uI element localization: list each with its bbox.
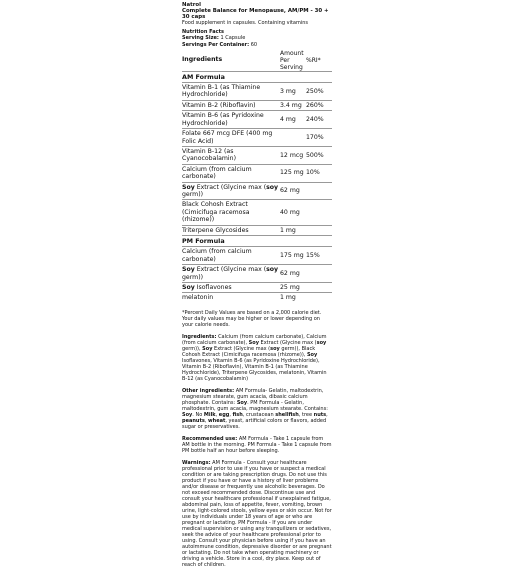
nutrient-amount: 62 mg [280,182,306,200]
nutrient-name: Folate 667 mcg DFE (400 mg Folic Acid) [182,129,280,147]
nutrient-dv: 170% [306,129,332,147]
nutrient-row [182,100,332,110]
recommended-use-block: Recommended use: AM Formula - Take 1 capsule from AM bottle in the morning. PM Formula - Take 1 capsule from PM bottle half an hour before sleeping. [182,435,332,454]
nutrient-name: Triterpene Glycosides [182,225,280,235]
nutrient-amount: 62 mg [280,265,306,283]
nutrient-name: Calcium (from calcium carbonate) [182,247,280,265]
product-description: Food supplement in capsules. Containing vitamins [182,20,309,27]
label-column [182,2,332,568]
nutrient-name: Soy Extract (Glycine max (soy germ)) [182,183,279,198]
nutrient-amount: 3.4 mg [280,100,306,110]
nutrient-amount: 12 mcg [280,146,306,164]
nutrient-amount: 1 mg [280,225,306,235]
col-amount: Amount Per Serving [280,49,304,71]
other-ingredients-block: Other ingredients: AM Formula- Gelatin, maltodextrin, magnesium stearate, gum acacia, dibasic calcium phosphate. Contains: Soy. PM Formula - Gelatin, maltodextrin, gum acacia, magnesium stearate. Contains: Soy. No Milk, egg, fish, crustacean shellfish, tree nuts, peanuts, wheat, yeast, artificial colors or flavors, added sugar or preservatives. [182,387,328,430]
nutrient-row [182,182,332,200]
nutrient-row [182,164,332,182]
serving-size: Serving Size: 1 Capsule [182,35,246,42]
footnote: *Percent Daily Values are based on a 2,000 calorie diet. Your daily values may be higher or lower depending on your calorie needs. [182,309,322,328]
nutrient-amount: 125 mg [280,164,306,182]
nutrient-dv: 15% [306,247,332,265]
nutrient-name: Soy Isoflavones [182,283,280,293]
nutrient-amount: 175 mg [280,247,306,265]
nutrient-row [182,293,332,303]
nutrient-row [182,247,332,265]
nutrient-dv [306,182,332,200]
nutrient-amount: 40 mg [280,200,306,225]
nutrient-row [182,129,332,147]
nutrient-name: Vitamin B-6 (as Pyridoxine Hydrochloride) [182,111,280,129]
nutrient-dv: 260% [306,100,332,110]
nutrient-name: Vitamin B-2 (Riboflavin) [182,100,280,110]
nutrient-amount: 3 mg [280,83,306,101]
product-title: Complete Balance for Menopause, AM/PM - 30 + 30 caps [182,8,329,21]
nutrient-row [182,83,332,101]
nutrient-dv: 500% [306,146,332,164]
nutrient-name: Calcium (from calcium carbonate) [182,164,280,182]
nutrition-rows [182,71,332,303]
nutrient-name: Black Cohosh Extract (Cimicifuga racemosa (rhizome)) [182,200,280,225]
nutrient-row [182,111,332,129]
nutrient-amount: 25 mg [280,283,306,293]
nutrient-name: Vitamin B-12 (as Cyanocobalamin) [182,146,280,164]
nutrient-dv [306,200,332,225]
nutrient-dv: 250% [306,83,332,101]
brand-name: Natrol [182,2,201,8]
nutrient-amount: 4 mg [280,111,306,129]
nutrient-amount: 1 mg [280,293,306,303]
nutrient-name: melatonin [182,293,280,303]
nutrient-row [182,200,332,225]
section-heading [182,71,332,82]
nutrient-dv: 10% [306,164,332,182]
nutrient-name: Soy Extract (Glycine max (soy germ)) [182,266,279,281]
nutrient-dv [306,283,332,293]
col-ingredients: Ingredients [182,56,223,64]
section-heading [182,235,332,246]
nutrient-amount [280,129,306,147]
nutrition-facts-title: Nutrition Facts [182,29,224,36]
nutrient-dv [306,225,332,235]
nutrient-dv [306,293,332,303]
warnings-block: Warnings: AM Formula - Consult your healthcare professional prior to use if you have or suspect a medical condition or are taking prescription drugs. Do not use this product if you have or have a history of liver problems and/or disease or frequently use alcoholic beverages. Do not exceed recommended dose. Discontinue use and consult your healthcare professional if unexplained fatigue, abdominal pain, loss of appetite, fever, vomiting, brown urine, light-colored stools, yellow eyes or skin occur. Not for use by individuals under 18 years of age or who are pregnant or lactating. PM Formula - If you are under medical supervision or using any tranquilizers or sedatives, seek the advice of your healthcare professional prior to using. Consult your physician before using if you have an autoimmune condition, depressive disorder or are pregnant or lactating. Do not take when operating machinery or driving a vehicle. Store in a cool, dry place. Keep out of reach of children. [182,459,332,568]
nutrient-row [182,225,332,235]
nutrient-row [182,146,332,164]
nutrition-table [182,50,332,303]
servings-per-container: Servings Per Container: 60 [182,41,258,48]
nutrient-dv: 240% [306,111,332,129]
col-dv: %RI* [306,56,321,64]
nutrient-dv [306,265,332,283]
nutrient-row [182,283,332,293]
section-title: PM Formula [182,235,332,246]
nutrient-name: Vitamin B-1 (as Thiamine Hydrochloride) [182,83,280,101]
ingredients-block: Ingredients: Calcium (from calcium carbonate), Calcium (from calcium carbonate), Soy Extract (Glycine max (soy germ)), Soy Extract (Glycine max (soy germ)), Black Cohosh Extract (Cimicifuga racemosa (rhizome)), Soy Isoflavones, Vitamin B-6 (as Pyridoxine Hydrochloride), Vitamin B-2 (Riboflavin), Vitamin B-1 (as Thiamine Hydrochloride), Triterpene Glycosides, melatonin, Vitamin B-12 (as Cyanocobalamin) [182,333,327,382]
section-title: AM Formula [182,71,332,82]
nutrient-row [182,265,332,283]
